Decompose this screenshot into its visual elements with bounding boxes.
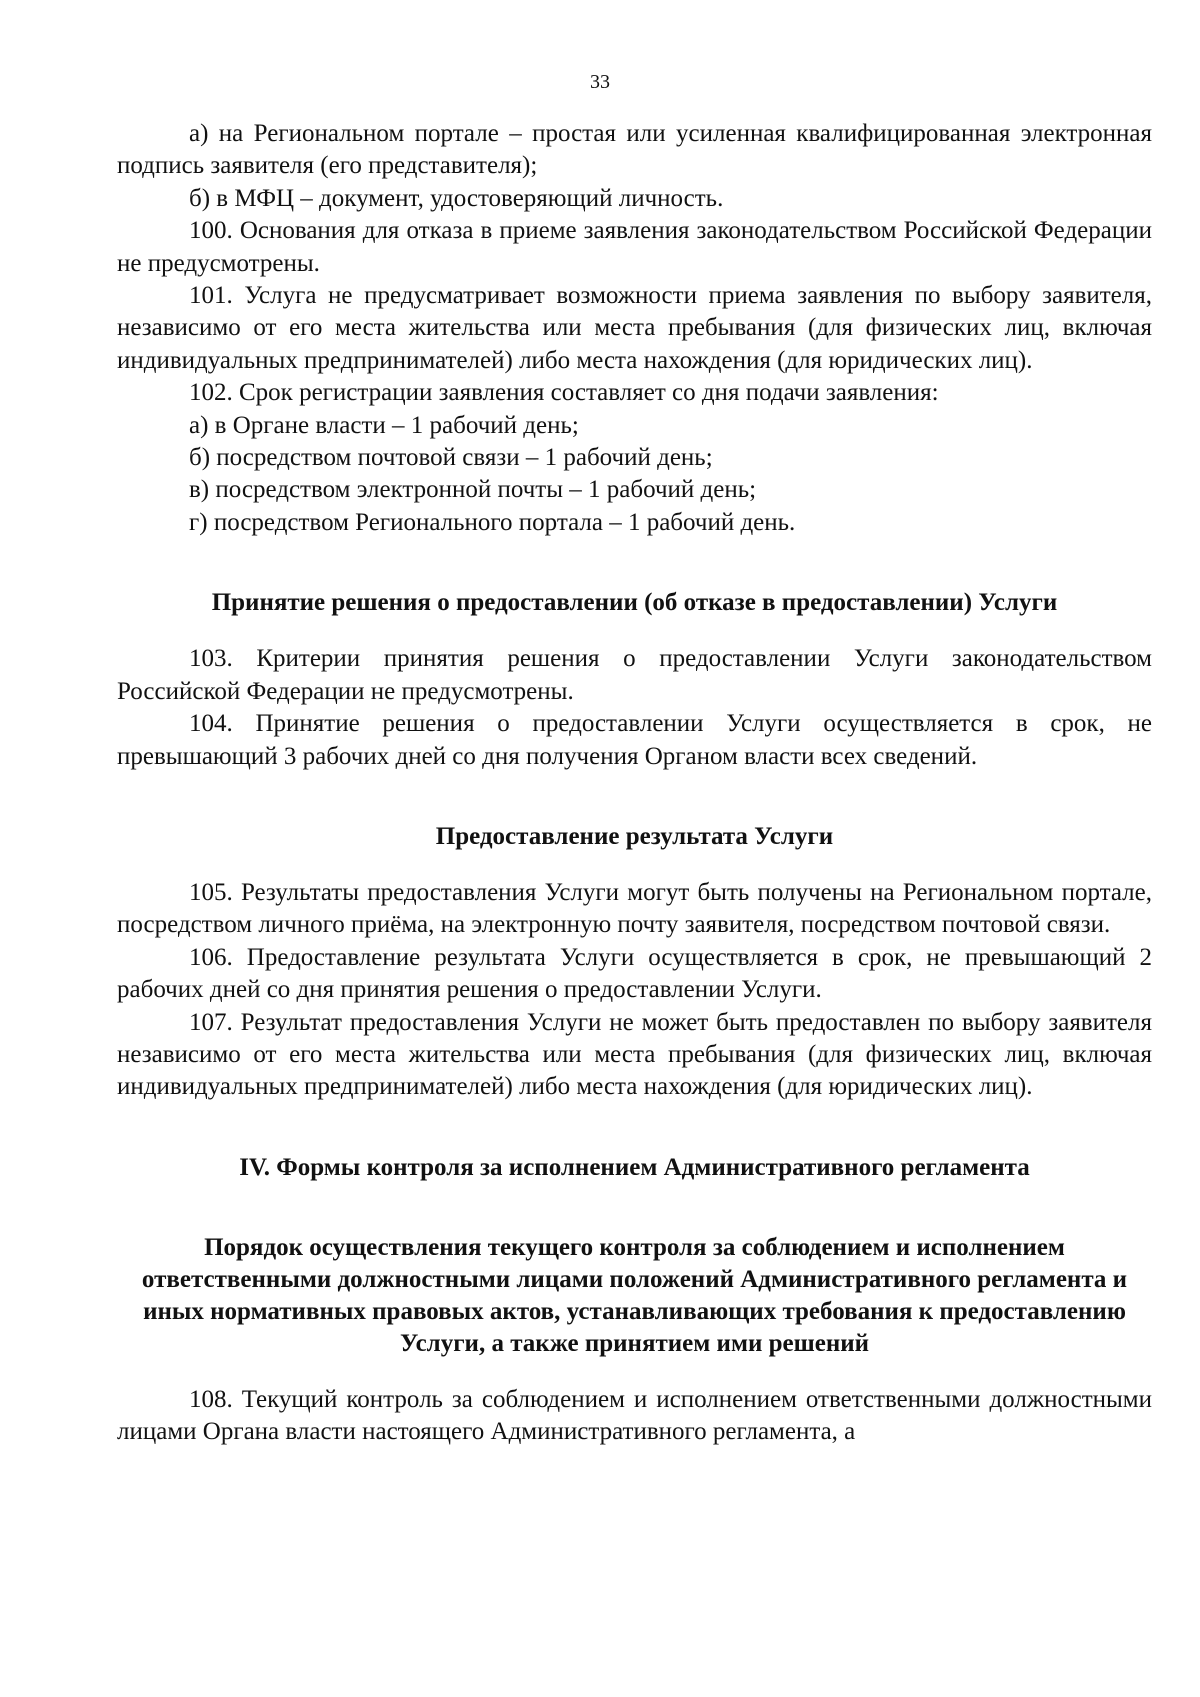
section-heading-result: Предоставление результата Услуги [435,822,834,850]
paragraph-103: 103. Критерии принятия решения о предоставлении Услуги законодательством Российской Федерации не предусмотрены. [117,645,1152,705]
paragraph-b-mfc: б) в МФЦ – документ, удостоверяющий личность. [189,184,724,212]
paragraph-102-v: в) посредством электронной почты – 1 рабочий день; [189,476,757,504]
paragraph-101: 101. Услуга не предусматривает возможности приема заявления по выбору заявителя, независимо от его места жительства или места пребывания (для физических лиц, включая индивидуальных предпринимателей) либо места нахождения (для юридических лиц). [117,282,1152,374]
paragraph-102-a: а) в Органе власти – 1 рабочий день; [189,411,579,439]
paragraph-102-b: б) посредством почтовой связи – 1 рабочий день; [189,444,713,472]
paragraph-105: 105. Результаты предоставления Услуги могут быть получены на Региональном портале, посредством личного приёма, на электронную почту заявителя, посредством почтовой связи. [117,878,1152,939]
paragraph-104: 104. Принятие решения о предоставлении Услуги осуществляется в срок, не превышающий 3 рабочих дней со дня получения Органом власти всех сведений. [117,710,1152,770]
paragraph-a-portal: а) на Региональном портале – простая или усиленная квалифицированная электронная подпись заявителя (его представителя); [117,120,1152,180]
page-number: 33 [590,71,610,93]
paragraph-100: 100. Основания для отказа в приеме заявления законодательством Российской Федерации не предусмотрены. [117,217,1152,277]
paragraph-102: 102. Срок регистрации заявления составляет со дня подачи заявления: [189,379,939,407]
section-heading-decision: Принятие решения о предоставлении (об отказе в предоставлении) Услуги [211,589,1058,617]
paragraph-102-g: г) посредством Регионального портала – 1 рабочий день. [189,508,796,536]
chapter-heading-iv: IV. Формы контроля за исполнением Административного регламента [239,1153,1030,1181]
section-heading-current-control: Порядок осуществления текущего контроля за соблюдением и исполнением ответственными должностными лицами положений Административного регламента и иных нормативных правовых актов, устанавливающих требования к предоставлению Услуги, а также принятием ими решений [141,1233,1128,1357]
paragraph-108: 108. Текущий контроль за соблюдением и исполнением ответственными должностными лицами Органа власти настоящего Административного регламента, а [117,1385,1152,1446]
paragraph-107: 107. Результат предоставления Услуги не может быть предоставлен по выбору заявителя независимо от его места жительства или места пребывания (для физических лиц, включая индивидуальных предпринимателей) либо места нахождения (для юридических лиц). [117,1008,1152,1101]
document-body [117,118,1152,1449]
paragraph-106: 106. Предоставление результата Услуги осуществляется в срок, не превышающий 2 рабочих дней со дня принятия решения о предоставлении Услуги. [117,943,1152,1004]
